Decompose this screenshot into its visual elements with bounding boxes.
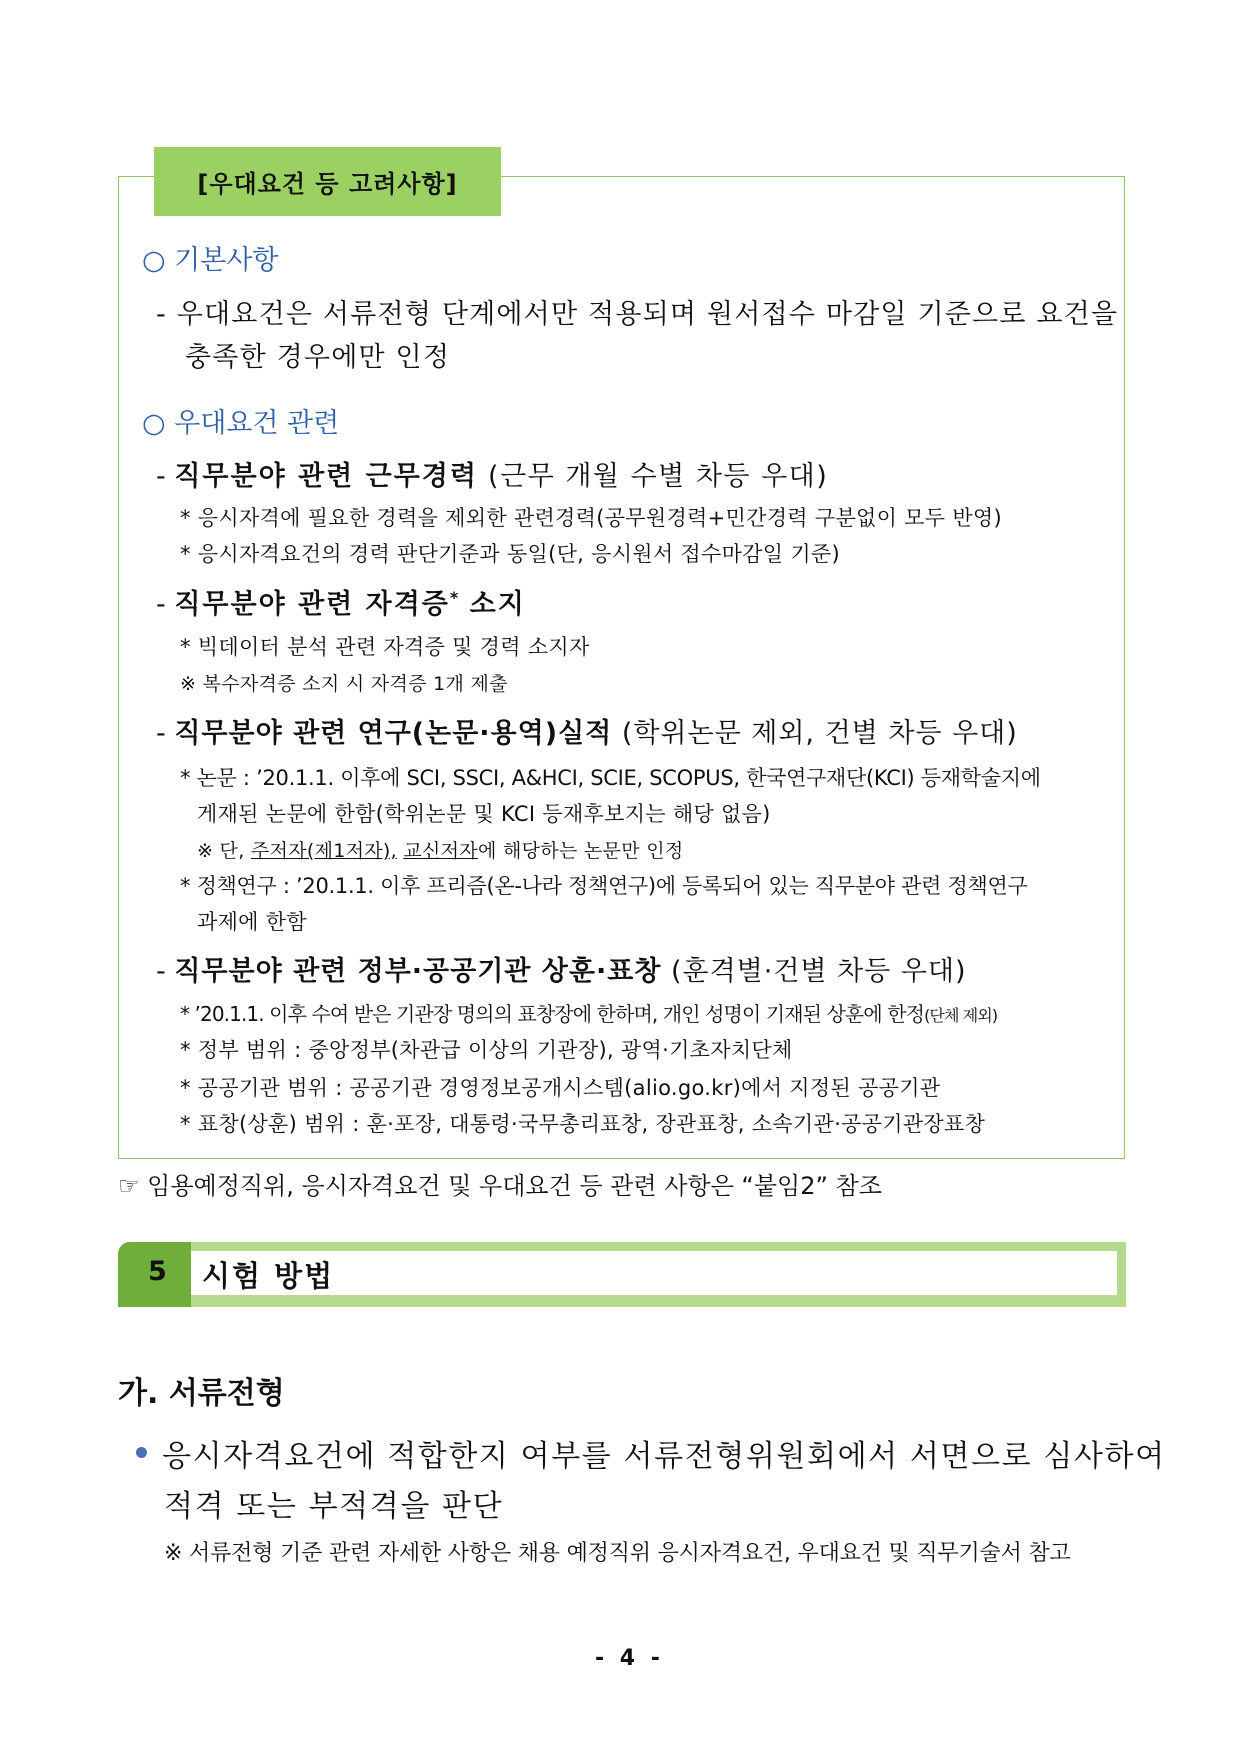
award-item [156, 949, 967, 988]
subsection-bullet-line-2: 적격 또는 부적격을 판단 [164, 1489, 504, 1524]
preferential-heading: ○ 우대요건 관련 [142, 408, 340, 439]
subsection-note: ※ 서류전형 기준 관련 자세한 사항은 채용 예정직위 응시자격요건, 우대요건 및 직무기술서 참고 [164, 1541, 1071, 1566]
cert-sup: * [449, 588, 459, 607]
research-policy-line-2: 과제에 한함 [197, 910, 307, 934]
career-item [156, 454, 828, 493]
cert-dash: - [156, 589, 166, 620]
research-note-first-author: 주저자(제1저자), [250, 840, 397, 862]
career-note-1: * 응시자격에 필요한 경력을 제외한 관련경력(공무원경력+민간경력 구분없이 모두 반영) [180, 506, 1002, 530]
subsection-bullet-line-1: 응시자격요건에 적합한지 여부를 서류전형위원회에서 서면으로 심사하여 [162, 1439, 1166, 1474]
basic-line-2: 충족한 경우에만 인정 [185, 342, 451, 373]
box-title: [우대요건 등 고려사항] [154, 147, 501, 216]
award-note-1 [180, 998, 997, 1027]
research-paper-line-1: * 논문 : ’20.1.1. 이후에 SCI, SSCI, A&HCI, SCIE, SCOPUS, 한국연구재단(KCI) 등재학술지에 [180, 766, 1041, 790]
research-dash: - [156, 718, 166, 749]
page-number: - 4 - [595, 1646, 664, 1671]
award-bold: 직무분야 관련 정부·공공기관 상훈·표창 [174, 956, 662, 987]
subsection-heading: 가. 서류전형 [118, 1376, 285, 1411]
research-note-corresponding-author: 교신저자 [403, 840, 478, 862]
award-note-1-main: * ’20.1.1. 이후 수여 받은 기관장 명의의 표창장에 한하며, 개인 성명이 기재된 상훈에 한정 [180, 1002, 925, 1026]
basic-line-1: - 우대요건은 서류전형 단계에서만 적용되며 원서접수 마감일 기준으로 요건을 [156, 299, 1119, 330]
research-paper-note [197, 836, 684, 863]
cert-item [156, 582, 526, 621]
section-number: 5 [148, 1256, 167, 1287]
reference-footnote: ☞ 임용예정직위, 응시자격요건 및 우대요건 등 관련 사항은 “붙임2” 참조 [118, 1172, 882, 1200]
award-dash: - [156, 956, 166, 987]
career-dash: - [156, 461, 166, 492]
research-note-suffix: 에 해당하는 논문만 인정 [477, 840, 684, 862]
cert-bold-2: 소지 [458, 589, 526, 620]
research-note-prefix: ※ 단, [197, 840, 251, 862]
award-rest: (훈격별·건별 차등 우대) [661, 956, 967, 987]
research-item [156, 711, 1018, 750]
award-note-1-tail: (단체 제외) [924, 1006, 998, 1025]
cert-note-1: * 빅데이터 분석 관련 자격증 및 경력 소지자 [180, 635, 590, 659]
section-title: 시험 방법 [202, 1259, 335, 1293]
career-rest: (근무 개월 수별 차등 우대) [477, 461, 829, 492]
cert-note-2: ※ 복수자격증 소지 시 자격증 1개 제출 [180, 673, 508, 695]
career-note-2: * 응시자격요건의 경력 판단기준과 동일(단, 응시원서 접수마감일 기준) [180, 542, 840, 566]
award-note-4: * 표창(상훈) 범위 : 훈·포장, 대통령·국무총리표창, 장관표창, 소속기관·공공기관장표창 [180, 1112, 986, 1136]
award-note-3: * 공공기관 범위 : 공공기관 경영정보공개시스템(alio.go.kr)에서 지정된 공공기관 [180, 1076, 941, 1100]
award-note-2: * 정부 범위 : 중앙정부(차관급 이상의 기관장), 광역·기초자치단체 [180, 1038, 793, 1062]
research-policy-line-1: * 정책연구 : ’20.1.1. 이후 프리즘(온-나라 정책연구)에 등록되어 있는 직무분야 관련 정책연구 [180, 874, 1028, 898]
bullet-dot [136, 1447, 147, 1458]
research-bold: 직무분야 관련 연구(논문·용역)실적 [174, 718, 613, 749]
basic-heading: ○ 기본사항 [142, 245, 279, 276]
research-rest: (학위논문 제외, 건별 차등 우대) [612, 718, 1018, 749]
career-bold: 직무분야 관련 근무경력 [174, 461, 478, 492]
research-paper-line-2: 게재된 논문에 한함(학위논문 및 KCI 등재후보지는 해당 없음) [197, 802, 771, 826]
cert-bold: 직무분야 관련 자격증 [174, 589, 450, 620]
